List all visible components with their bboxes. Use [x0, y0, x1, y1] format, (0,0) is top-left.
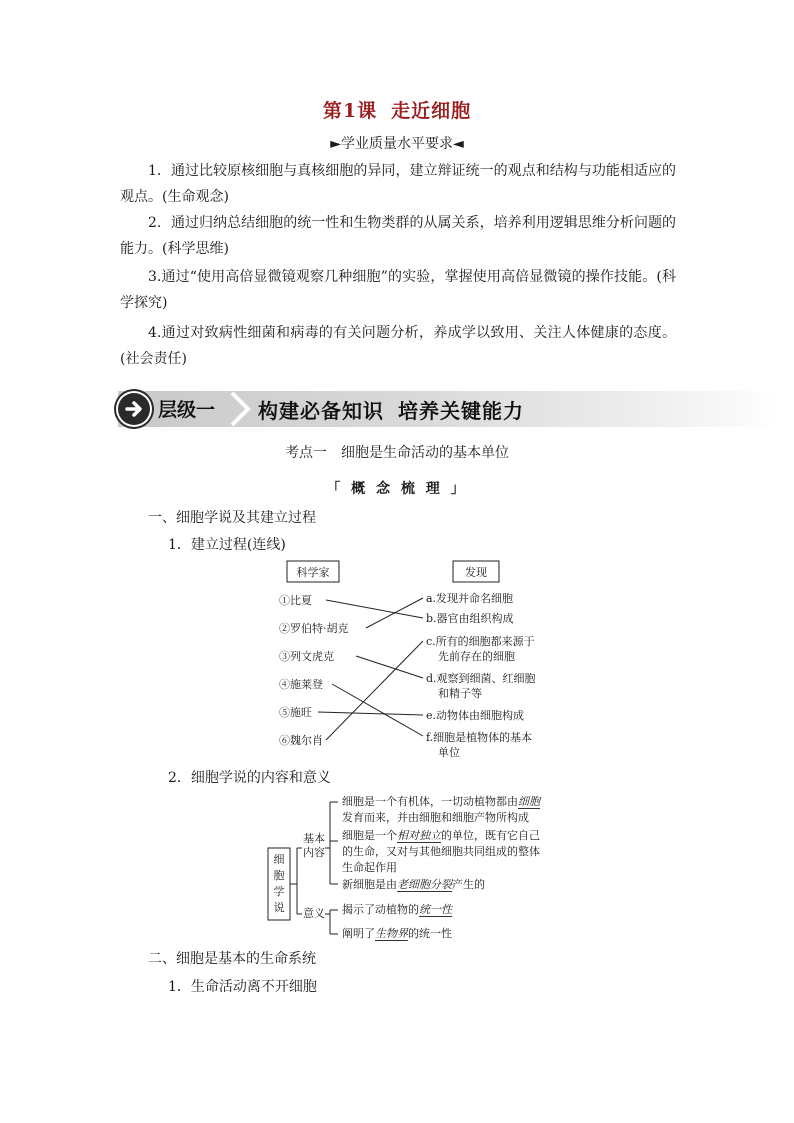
discovery-c-line1: c.所有的细胞都来源于 — [426, 635, 535, 648]
link-1-b — [326, 600, 423, 618]
blank-answer-biosphere: 生物界 — [375, 927, 408, 940]
link-6-c — [326, 641, 423, 740]
scientist-5: ⑤施旺 — [279, 706, 312, 719]
banner-title — [258, 395, 524, 424]
requirement-item-2: 2．通过归纳总结细胞的统一性和生物类群的从属关系，培养利用逻辑思维分析问题的能力。(科学思维) — [120, 215, 676, 257]
scientist-3: ③列文虎克 — [279, 650, 334, 663]
content-1: 细胞是一个有机体，一切动植物都由细胞 发育而来，并由细胞和细胞产物所构成 — [342, 795, 540, 824]
section1-sub1: 1．建立过程(连线) — [168, 537, 286, 553]
section1-sub2: 2．细胞学说的内容和意义 — [168, 770, 331, 786]
requirement-item-4: 4.通过对致病性细菌和病毒的有关问题分析，养成学以致用、关注人体健康的态度。(社会责任) — [120, 325, 676, 367]
keypoint-heading — [0, 442, 794, 462]
level-label: 层级一 — [158, 399, 216, 421]
link-2-a — [366, 598, 423, 628]
banner-text-2: 培养关键能力 — [398, 399, 524, 423]
section2-sub1: 1．生命活动离不开细胞 — [168, 979, 317, 995]
meaning-1: 揭示了动植物的统一性 — [342, 903, 452, 916]
requirements-heading: ►学业质量水平要求◄ — [330, 136, 464, 152]
banner-text-1: 构建必备知识 — [258, 399, 384, 423]
scientist-6: ⑥魏尔肖 — [279, 734, 323, 747]
lesson-topic: 走近细胞 — [391, 100, 472, 122]
discovery-e: e.动物体由细胞构成 — [426, 709, 525, 722]
mindmap-branch-content: 基本 内容 — [303, 832, 325, 859]
arrow-circle-icon — [118, 393, 150, 425]
lesson-number: 第1课 — [322, 100, 378, 122]
blank-answer-cell: 细胞 — [518, 795, 540, 808]
matching-diagram — [270, 556, 560, 766]
blank-answer-independent: 相对独立 — [397, 829, 441, 842]
discovery-e-line2: 和精子等 — [438, 687, 482, 700]
discovery-a: a.发现并命名细胞 — [426, 592, 514, 605]
meaning-2: 阐明了生物界的统一性 — [342, 927, 452, 940]
requirement-item-1: 1．通过比较原核细胞与真核细胞的异同，建立辩证统一的观点和结构与功能相适应的观点。(生命观念) — [120, 163, 676, 205]
blank-answer-unity: 统一性 — [419, 903, 452, 916]
discovery-f-line1: f.细胞是植物体的基本 — [426, 731, 533, 744]
mindmap-root: 细 胞 学 说 — [273, 853, 285, 914]
scientist-header: 科学家 — [296, 566, 330, 579]
section2-heading: 二、细胞是基本的生命系统 — [148, 951, 316, 967]
content-2: 细胞是一个相对独立的单位，既有它自己 的生命，又对与其他细胞共同组成的整体 生命起作用 — [342, 829, 540, 874]
scientist-4: ④施莱登 — [279, 678, 323, 691]
page-title — [0, 96, 794, 123]
discovery-d-line1: d.观察到细菌、红细胞 — [426, 672, 536, 685]
link-5-e — [318, 712, 423, 715]
content-3: 新细胞是由老细胞分裂产生的 — [342, 878, 485, 891]
keypoint-label: 考点一 — [285, 445, 327, 461]
blank-answer-division: 老细胞分裂 — [397, 878, 452, 891]
requirement-item-3: 3.通过“使用高倍显微镜观察几种细胞”的实验，掌握使用高倍显微镜的操作技能。(科学探究) — [120, 269, 676, 311]
discovery-header: 发现 — [465, 566, 487, 579]
keypoint-text: 细胞是生命活动的基本单位 — [341, 445, 509, 461]
mindmap-branch-meaning: 意义 — [303, 907, 325, 920]
discovery-b: b.器官由组织构成 — [426, 612, 514, 625]
discovery-f-line2: 单位 — [438, 746, 460, 759]
discovery-c-line2: 先前存在的细胞 — [438, 650, 515, 663]
scientist-1: ①比夏 — [279, 594, 312, 607]
link-4-f — [332, 684, 423, 736]
concept-heading: 「 概 念 梳 理 」 — [326, 481, 468, 497]
scientist-2: ②罗伯特·胡克 — [279, 622, 349, 635]
section1-heading: 一、细胞学说及其建立过程 — [148, 510, 316, 526]
